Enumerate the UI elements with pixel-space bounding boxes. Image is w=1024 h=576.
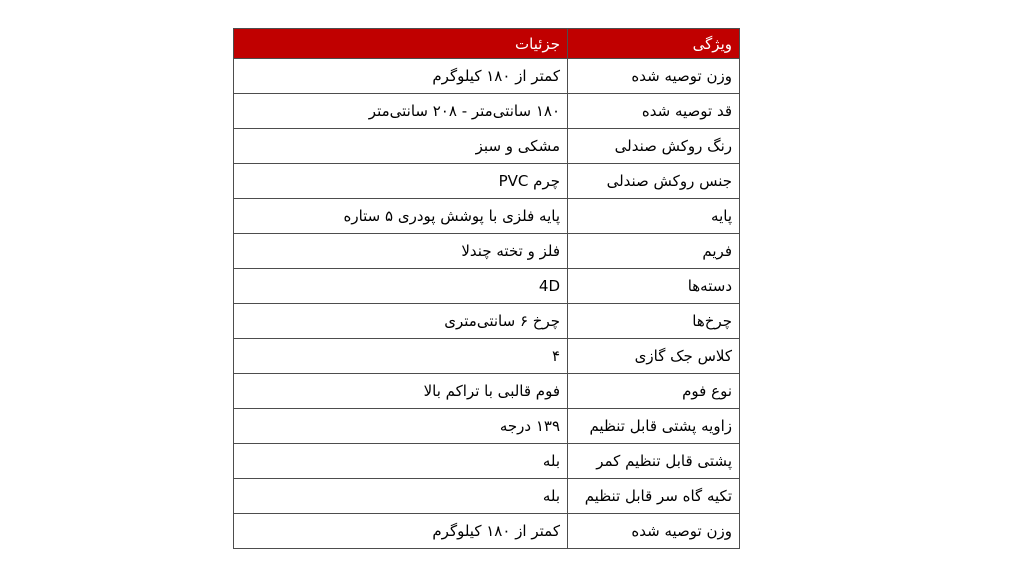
feature-cell: چرخ‌ها	[568, 304, 740, 339]
detail-cell: ۱۳۹ درجه	[234, 409, 568, 444]
header-cell-feature: ویژگی	[568, 29, 740, 59]
detail-cell: بله	[234, 479, 568, 514]
table-row	[234, 304, 740, 339]
table-row	[234, 59, 740, 94]
spec-table-body	[234, 59, 740, 549]
table-row	[234, 269, 740, 304]
table-row	[234, 234, 740, 269]
table-row	[234, 339, 740, 374]
table-row	[234, 129, 740, 164]
table-row	[234, 164, 740, 199]
feature-cell: زاویه پشتی قابل تنظیم	[568, 409, 740, 444]
detail-cell: فلز و تخته چندلا	[234, 234, 568, 269]
detail-cell: بله	[234, 444, 568, 479]
detail-cell: کمتر از ۱۸۰ کیلوگرم	[234, 514, 568, 549]
feature-cell: قد توصیه شده	[568, 94, 740, 129]
feature-cell: تکیه گاه سر قابل تنظیم	[568, 479, 740, 514]
product-spec-table	[233, 28, 740, 549]
table-row	[234, 409, 740, 444]
table-row	[234, 199, 740, 234]
header-cell-details: جزئیات	[234, 29, 568, 59]
table-row	[234, 444, 740, 479]
table-row	[234, 479, 740, 514]
table-row	[234, 374, 740, 409]
table-row	[234, 94, 740, 129]
table-row	[234, 514, 740, 549]
feature-cell: کلاس جک گازی	[568, 339, 740, 374]
spec-table-header	[234, 29, 740, 59]
feature-cell: نوع فوم	[568, 374, 740, 409]
detail-cell: فوم قالبی با تراکم بالا	[234, 374, 568, 409]
feature-cell: فریم	[568, 234, 740, 269]
feature-cell: رنگ روکش صندلی	[568, 129, 740, 164]
feature-cell: پایه	[568, 199, 740, 234]
feature-cell: پشتی قابل تنظیم کمر	[568, 444, 740, 479]
detail-cell: 4D	[234, 269, 568, 304]
detail-cell: ۱۸۰ سانتی‌متر - ۲۰۸ سانتی‌متر	[234, 94, 568, 129]
detail-cell: پایه فلزی با پوشش پودری ۵ ستاره	[234, 199, 568, 234]
feature-cell: وزن توصیه شده	[568, 59, 740, 94]
detail-cell: مشکی و سبز	[234, 129, 568, 164]
feature-cell: وزن توصیه شده	[568, 514, 740, 549]
feature-cell: جنس روکش صندلی	[568, 164, 740, 199]
detail-cell: کمتر از ۱۸۰ کیلوگرم	[234, 59, 568, 94]
spec-table-container	[233, 28, 740, 549]
header-row	[234, 29, 740, 59]
detail-cell: چرم PVC	[234, 164, 568, 199]
feature-cell: دسته‌ها	[568, 269, 740, 304]
detail-cell: ۴	[234, 339, 568, 374]
detail-cell: چرخ ۶ سانتی‌متری	[234, 304, 568, 339]
